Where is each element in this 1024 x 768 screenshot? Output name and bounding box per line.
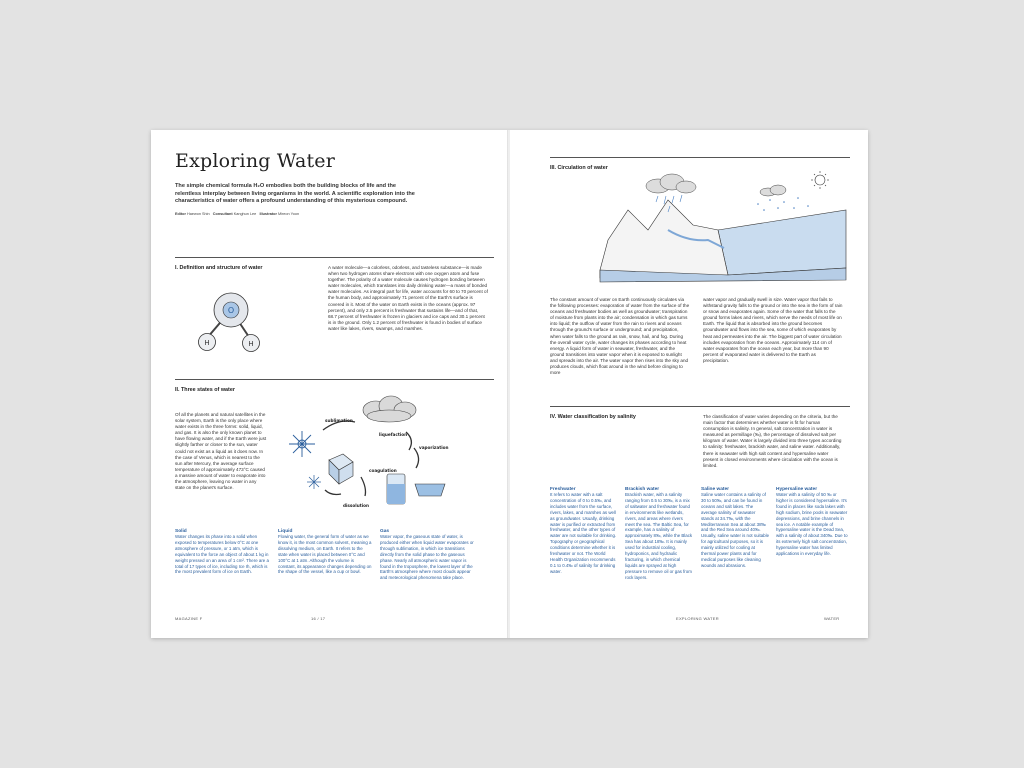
- state-liquid-title: Liquid: [278, 529, 293, 534]
- section-divider: [175, 379, 494, 380]
- section3-heading: III. Circulation of water: [550, 165, 608, 171]
- section3-col1: The constant amount of water on Earth continuously circulates via the following processes: evaporation of water from the surface of the oceans and freshwater bodies as well as groundwater; transpiration of moisture from plants into the air; condensation in which gas turns into liquid; the outflow of water from the rain to rivers and oceans through the ground's surface or underground; and precipitation, when water falls to the ground as rain, snow, hail, and fog. During the overall water cycle, water changes its phases according to heat energy. A liquid form of water in seawater, freshwater, and the ground transitions into water vapor when it is exposed to sunlight and spreads into the air. The water vapor then rises into the sky and produces clouds, which float around in the wind before clinging to more: [550, 297, 690, 376]
- state-label-dissolution: dissolution: [343, 503, 370, 508]
- type-freshwater-title: Freshwater: [550, 487, 576, 492]
- type-brackish-title: Brackish water: [625, 487, 660, 492]
- atom-hydrogen-label-left: H: [204, 339, 210, 347]
- type-hypersaline: [776, 487, 848, 557]
- section-divider: [175, 257, 494, 258]
- editor-label: Editor: [175, 212, 186, 216]
- state-solid: [175, 529, 269, 575]
- state-gas: [380, 529, 474, 581]
- section2-heading: II. Three states of water: [175, 387, 235, 393]
- state-gas-title: Gas: [380, 529, 390, 534]
- section3-col2: water vapor and gradually swell in size. Water vapor that fails to withstand gravity falls to the ground or into the sea in the form of rain or snow and evaporates again. Some of the water that falls to the ground forms lakes and rivers, which serve the needs of most life on Earth. The liquid that is absorbed into the ground becomes groundwater and flows into the sea, some of which evaporates by heat and permeates into the air. The biggest part of water circulation includes evaporation from the oceans. Approximately 114 cm of water evaporates from the ocean each year, but more than 90 percent of evaporated water is delivered to the Earth as precipitation.: [703, 297, 843, 363]
- section-name: WATER: [824, 616, 840, 621]
- water-cycle-illustration: [598, 170, 848, 285]
- consultant-label: Consultant: [212, 212, 233, 216]
- atom-hydrogen-label-right: H: [248, 340, 254, 348]
- section2-body: Of all the planets and natural satellites in the solar system, Earth is the only place where water exists in the three forms: solid, liquid, and gas. It is also the only known planet to have flowing water, and if the Earth were just slightly farther or closer to the sun, water could not exist as a liquid as it does now. In the case of Venus, which is nearest to the sun after Mercury, the average surface temperature of approximately 473°C caused a massive amount of water to evaporate into the atmosphere, leaving no water in any state on the planet's surface.: [175, 412, 267, 491]
- intro-text: The simple chemical formula H₂O embodies both the building blocks of life and the relentless interplay between living organisms in the world. A scientific exploration into the characteristics of water offers a profound understanding of this mysterious compound.: [175, 183, 415, 205]
- state-label-sublimation: sublimation: [325, 418, 353, 423]
- type-freshwater-text: It refers to water with a salt concentration of 0 to 0.5‰, and includes water from the surface, rivers, lakes, and marshes as well as groundwater. Usually, drinking water is purified or extracted from freshwater, and the other types of water are not suitable for drinking. Topography or geographical conditions determine whether it is freshwater or not. The World Health Organization recommends 0.1 to 0.4‰ of salinity for drinking water.: [550, 492, 617, 574]
- section1-heading: I. Definition and structure of water: [175, 265, 263, 271]
- state-solid-text: Water changes its phase into a solid when exposed to temperatures below 0°C at one atmosphere of pressure, or 1 atm, which is equivalent to the force an object of about 1 kg in weight pressed on an area of 1 cm². There are a total of 17 types of ice, including Ice Ih, which is the most prevalent form of ice on Earth.: [175, 534, 269, 575]
- section1-body: A water molecule—a colorless, odorless, and tasteless substance—is made when two hydrogen atoms share electrons with one oxygen atom and fuse together. The polarity of a water molecule causes hydrogen bonding between water molecules, which translates into daily drinking water—a mass of bonded water molecules. As integral part for life, water accounts for 60 to 70 percent of the human body, and approximately 71 percent of the Earth's surface is covered in it. Most of the water on Earth exists in the oceans (approx. 97 percent), and only 2.5 percent is freshwater that sustains life—and of that, 68.7 percent of freshwater is frozen in glaciers and ice caps and 30.1 percent is in the ground. Only 1.2 percent of freshwater is found in bodies of surface water like lakes, rivers, swamps, and marshes.: [328, 265, 488, 331]
- state-label-coagulation: coagulation: [369, 468, 397, 473]
- illustrator-name: Mireon Yoon: [278, 212, 300, 216]
- type-saline-text: Saline water contains a salinity of 30 to 50‰, and can be found in oceans and salt lakes. The average salinity of seawater stands at 34.7‰, with the Mediterranean Sea at about 38‰ and the Red Sea around 40‰. Usually, saline water is not suitable for agricultural purposes, so it is mainly utilized for cooling at thermal power plants and for medical purposes like cleaning wounds and abrasions.: [701, 492, 770, 568]
- magazine-name: MAGAZINE F: [175, 616, 203, 621]
- state-label-liquefaction: liquefaction: [379, 432, 408, 437]
- editor-name: Haewon Shin: [187, 212, 210, 216]
- magazine-spread: [151, 130, 868, 638]
- type-saline-title: Saline water: [701, 487, 729, 492]
- type-brackish: [625, 487, 693, 581]
- state-liquid: [278, 529, 372, 575]
- type-freshwater: [550, 487, 618, 575]
- section-divider: [550, 406, 850, 407]
- left-page: [151, 130, 508, 638]
- state-solid-title: Solid: [175, 529, 187, 534]
- state-liquid-text: Flowing water, the general form of water as we know it, is the most common solvent, meaning a dissolving medium, on Earth. It refers to the state when water is placed between 0°C and 100°C at 1 atm. Although the volume is constant, its appearance changes depending on the shape of the vessel, like a cup or bowl.: [278, 534, 372, 575]
- credits: [175, 212, 299, 216]
- right-page: [510, 130, 868, 638]
- type-brackish-text: Brackish water, with a salinity ranging from 0.5 to 30‰, is a mix of saltwater and freshwater found in environments like wetlands, rivers, and areas where rivers meet the sea. The Baltic Sea, for example, has a salinity of approximately 8‰, while the Black Sea has about 18‰. It is mainly used for industrial cooling, hydroponics, and hydraulic fracturing, in which chemical liquids are sprayed at high pressure to remove oil or gas from rock layers.: [625, 492, 693, 580]
- section4-heading: IV. Water classification by salinity: [550, 414, 636, 420]
- page-numbers: 16 / 17: [311, 616, 326, 621]
- illustrator-label: Illustrator: [259, 212, 277, 216]
- running-title: EXPLORING WATER: [676, 616, 719, 621]
- type-saline: [701, 487, 769, 569]
- type-hypersaline-text: Water with a salinity of 50 ‰ or higher is considered hypersaline. It's found in places like soda lakes with high sodium, brine pools in seawater depressions, and brine channels in sea ice. A notable example of hypersaline water is the Dead Sea, with a salinity of about 340‰. Due to its extremely high salt concentration, hypersaline water has limited applications in everyday life.: [776, 492, 848, 557]
- page-title: Exploring Water: [175, 150, 336, 172]
- state-label-vaporization: vaporization: [419, 445, 449, 450]
- three-states-illustration: [281, 392, 451, 522]
- water-molecule-illustration: [181, 288, 281, 358]
- state-gas-text: Water vapor, the gaseous state of water, is produced either when liquid water evaporates or through sublimation, in which ice transitions directly from the solid phase to the gaseous phase. Nearly all atmospheric water vapor is found in the troposphere, the lowest layer of the Earth's atmosphere where most clouds appear and meteorological phenomena take place.: [380, 534, 474, 581]
- section-divider: [550, 157, 850, 158]
- type-hypersaline-title: Hypersaline water: [776, 487, 818, 492]
- atom-oxygen-label: O: [227, 306, 235, 315]
- section4-body: The classification of water varies depending on the criteria, but the main factor that determines whether water is fit for human consumption is salinity. In general, salt concentration in water is measured as permillage (‰), the percentage of dissolved salt per kilogram of water. Water is largely divided into three types according to salinity: freshwater, brackish water, and saline water. Additionally, there is seawater with high salt content and hypersaline water present in closed environments where circulation with the ocean is limited.: [703, 414, 842, 468]
- consultant-name: Kanghun Lee: [233, 212, 257, 216]
